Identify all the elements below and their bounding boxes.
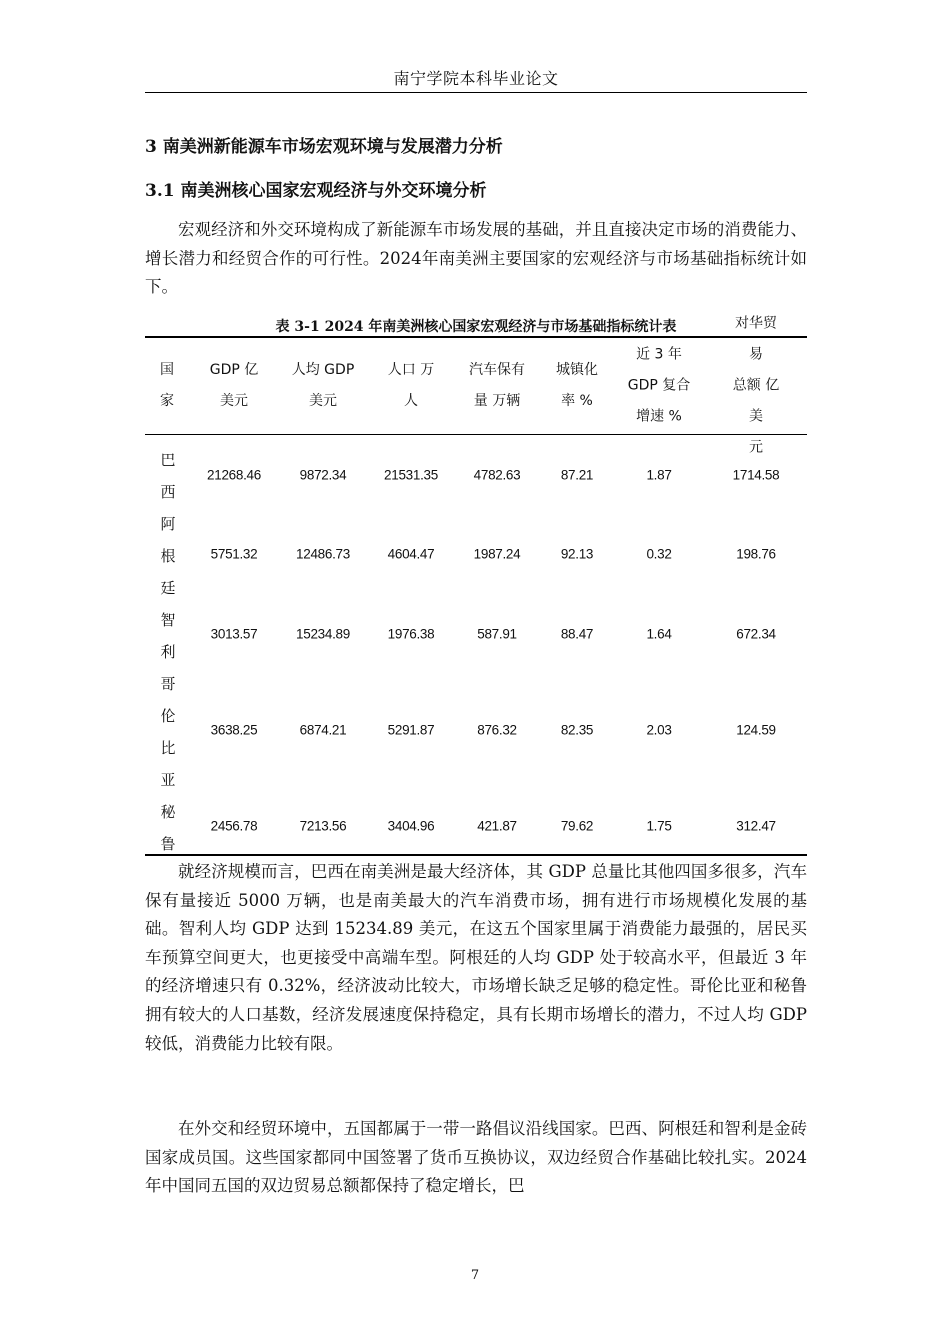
country-char: 秘 <box>160 803 176 821</box>
header-country <box>160 355 174 417</box>
cell-vehicles: 421.87 <box>477 818 517 834</box>
country-char: 阿 <box>160 515 176 533</box>
subsection-heading: 3.1 南美洲核心国家宏观经济与外交环境分析 <box>145 181 487 201</box>
table-header-divider <box>145 434 807 435</box>
header-line: 总额 亿美 <box>732 377 780 425</box>
header-line: 国 <box>160 362 174 378</box>
cell-vehicles: 876.32 <box>477 722 517 738</box>
header-line: 家 <box>160 393 174 409</box>
cell-vehicles: 1987.24 <box>473 546 521 562</box>
header-divider <box>145 92 807 93</box>
cell-urbanization: 87.21 <box>560 467 594 483</box>
page-header-title: 南宁学院本科毕业论文 <box>393 69 559 88</box>
header-urbanization <box>556 355 598 417</box>
cell-gdp: 21268.46 <box>207 467 261 483</box>
header-line: 量 万辆 <box>473 393 521 409</box>
country-char: 哥 <box>160 675 176 693</box>
header-line: 近 3 年 <box>636 346 682 363</box>
country-char: 智 <box>160 611 176 629</box>
cell-urbanization: 92.13 <box>560 546 594 562</box>
country-char: 利 <box>160 643 176 661</box>
cell-gdp_per_capita: 9872.34 <box>299 467 347 483</box>
country-char: 廷 <box>160 579 176 597</box>
country-char: 根 <box>160 547 176 565</box>
table-caption: 表 3-1 2024 年南美洲核心国家宏观经济与市场基础指标统计表 <box>275 319 677 335</box>
cell-population: 4604.47 <box>387 546 435 562</box>
diplomacy-paragraph: 在外交和经贸环境中，五国都属于一带一路倡议沿线国家。巴西、阿根廷和智利是金砖国家成员国。这些国家都同中国签署了货币互换协议，双边经贸合作基础比较扎实。2024 年中国同五国的双边贸易总额都保持了稳定增长，巴 <box>145 1119 807 1196</box>
cell-growth: 1.64 <box>646 626 672 642</box>
intro-paragraph: 宏观经济和外交环境构成了新能源车市场发展的基础，并且直接决定市场的消费能力、增长潜力和经贸合作的可行性。2024年南美洲主要国家的宏观经济与市场基础指标统计如下。 <box>145 220 807 297</box>
cell-gdp_per_capita: 15234.89 <box>296 626 350 642</box>
cell-urbanization: 88.47 <box>560 626 594 642</box>
header-line: 人口 万 <box>387 362 435 378</box>
cell-growth: 0.32 <box>646 546 672 562</box>
page-number: 7 <box>470 1268 480 1283</box>
cell-trade: 1714.58 <box>732 467 780 483</box>
header-line: 率 % <box>561 393 593 409</box>
cell-vehicles: 4782.63 <box>473 467 521 483</box>
header-line: 汽车保有 <box>469 362 525 378</box>
country-char: 西 <box>160 483 176 501</box>
cell-gdp: 5751.32 <box>210 546 258 562</box>
cell-growth: 1.75 <box>646 818 672 834</box>
header-line: 城镇化 <box>556 362 598 378</box>
cell-population: 3404.96 <box>387 818 435 834</box>
header-line: 美元 <box>309 393 337 409</box>
country-char: 比 <box>160 739 176 757</box>
header-trade <box>731 309 782 464</box>
country-char: 伦 <box>160 707 176 725</box>
cell-growth: 1.87 <box>646 467 672 483</box>
cell-gdp_per_capita: 6874.21 <box>299 722 347 738</box>
cell-population: 5291.87 <box>387 722 435 738</box>
cell-urbanization: 79.62 <box>560 818 594 834</box>
header-line: GDP 亿 <box>209 362 259 378</box>
header-line: 元 <box>749 439 763 456</box>
country-char: 亚 <box>160 771 176 789</box>
cell-urbanization: 82.35 <box>560 722 594 738</box>
cell-trade: 124.59 <box>736 722 776 738</box>
cell-vehicles: 587.91 <box>477 626 517 642</box>
country-char: 鲁 <box>160 835 176 853</box>
cell-trade: 198.76 <box>736 546 776 562</box>
cell-gdp: 2456.78 <box>210 818 258 834</box>
header-line: 人 <box>403 393 418 409</box>
cell-growth: 2.03 <box>646 722 672 738</box>
cell-gdp_per_capita: 12486.73 <box>296 546 350 562</box>
cell-trade: 672.34 <box>736 626 776 642</box>
header-growth <box>628 340 691 433</box>
section-heading: 3 南美洲新能源车市场宏观环境与发展潜力分析 <box>145 137 503 157</box>
economy-paragraph: 就经济规模而言，巴西在南美洲是最大经济体，其 GDP 总量比其他四国多很多，汽车保有量接近 5000 万辆，也是南美最大的汽车消费市场，拥有进行市场规模化发展的基础。智利人均 GDP 达到 15234.89 美元，在这五个国家里属于消费能力最强的，居民买车预算空间更大，也更接受中高端车型。阿根廷的人均 GDP 处于较高水平，但最近 3 年的经济增速只有 0.32%，经济波动比较大，市场增长缺乏足够的稳定性。哥伦比亚和秘鲁拥有较大的人口基数，经济发展速度保持稳定，具有长期市场增长的潜力，不过人均 GDP 较低，消费能力比较有限。 <box>145 862 807 1053</box>
header-line: 人均 GDP <box>291 362 355 378</box>
header-population <box>388 355 434 417</box>
header-gdp-per-capita <box>292 355 355 417</box>
header-vehicles <box>469 355 525 417</box>
cell-population: 21531.35 <box>384 467 438 483</box>
country-char: 巴 <box>160 451 176 469</box>
header-line: GDP 复合 <box>627 377 691 394</box>
header-gdp <box>210 355 259 417</box>
header-line: 美元 <box>220 393 248 409</box>
cell-trade: 312.47 <box>736 818 776 834</box>
header-line: 对华贸易 <box>735 315 777 363</box>
header-line: 增速 % <box>636 408 682 425</box>
country-column <box>157 444 179 860</box>
cell-gdp: 3638.25 <box>210 722 258 738</box>
cell-gdp_per_capita: 7213.56 <box>299 818 347 834</box>
cell-gdp: 3013.57 <box>210 626 258 642</box>
cell-population: 1976.38 <box>387 626 435 642</box>
